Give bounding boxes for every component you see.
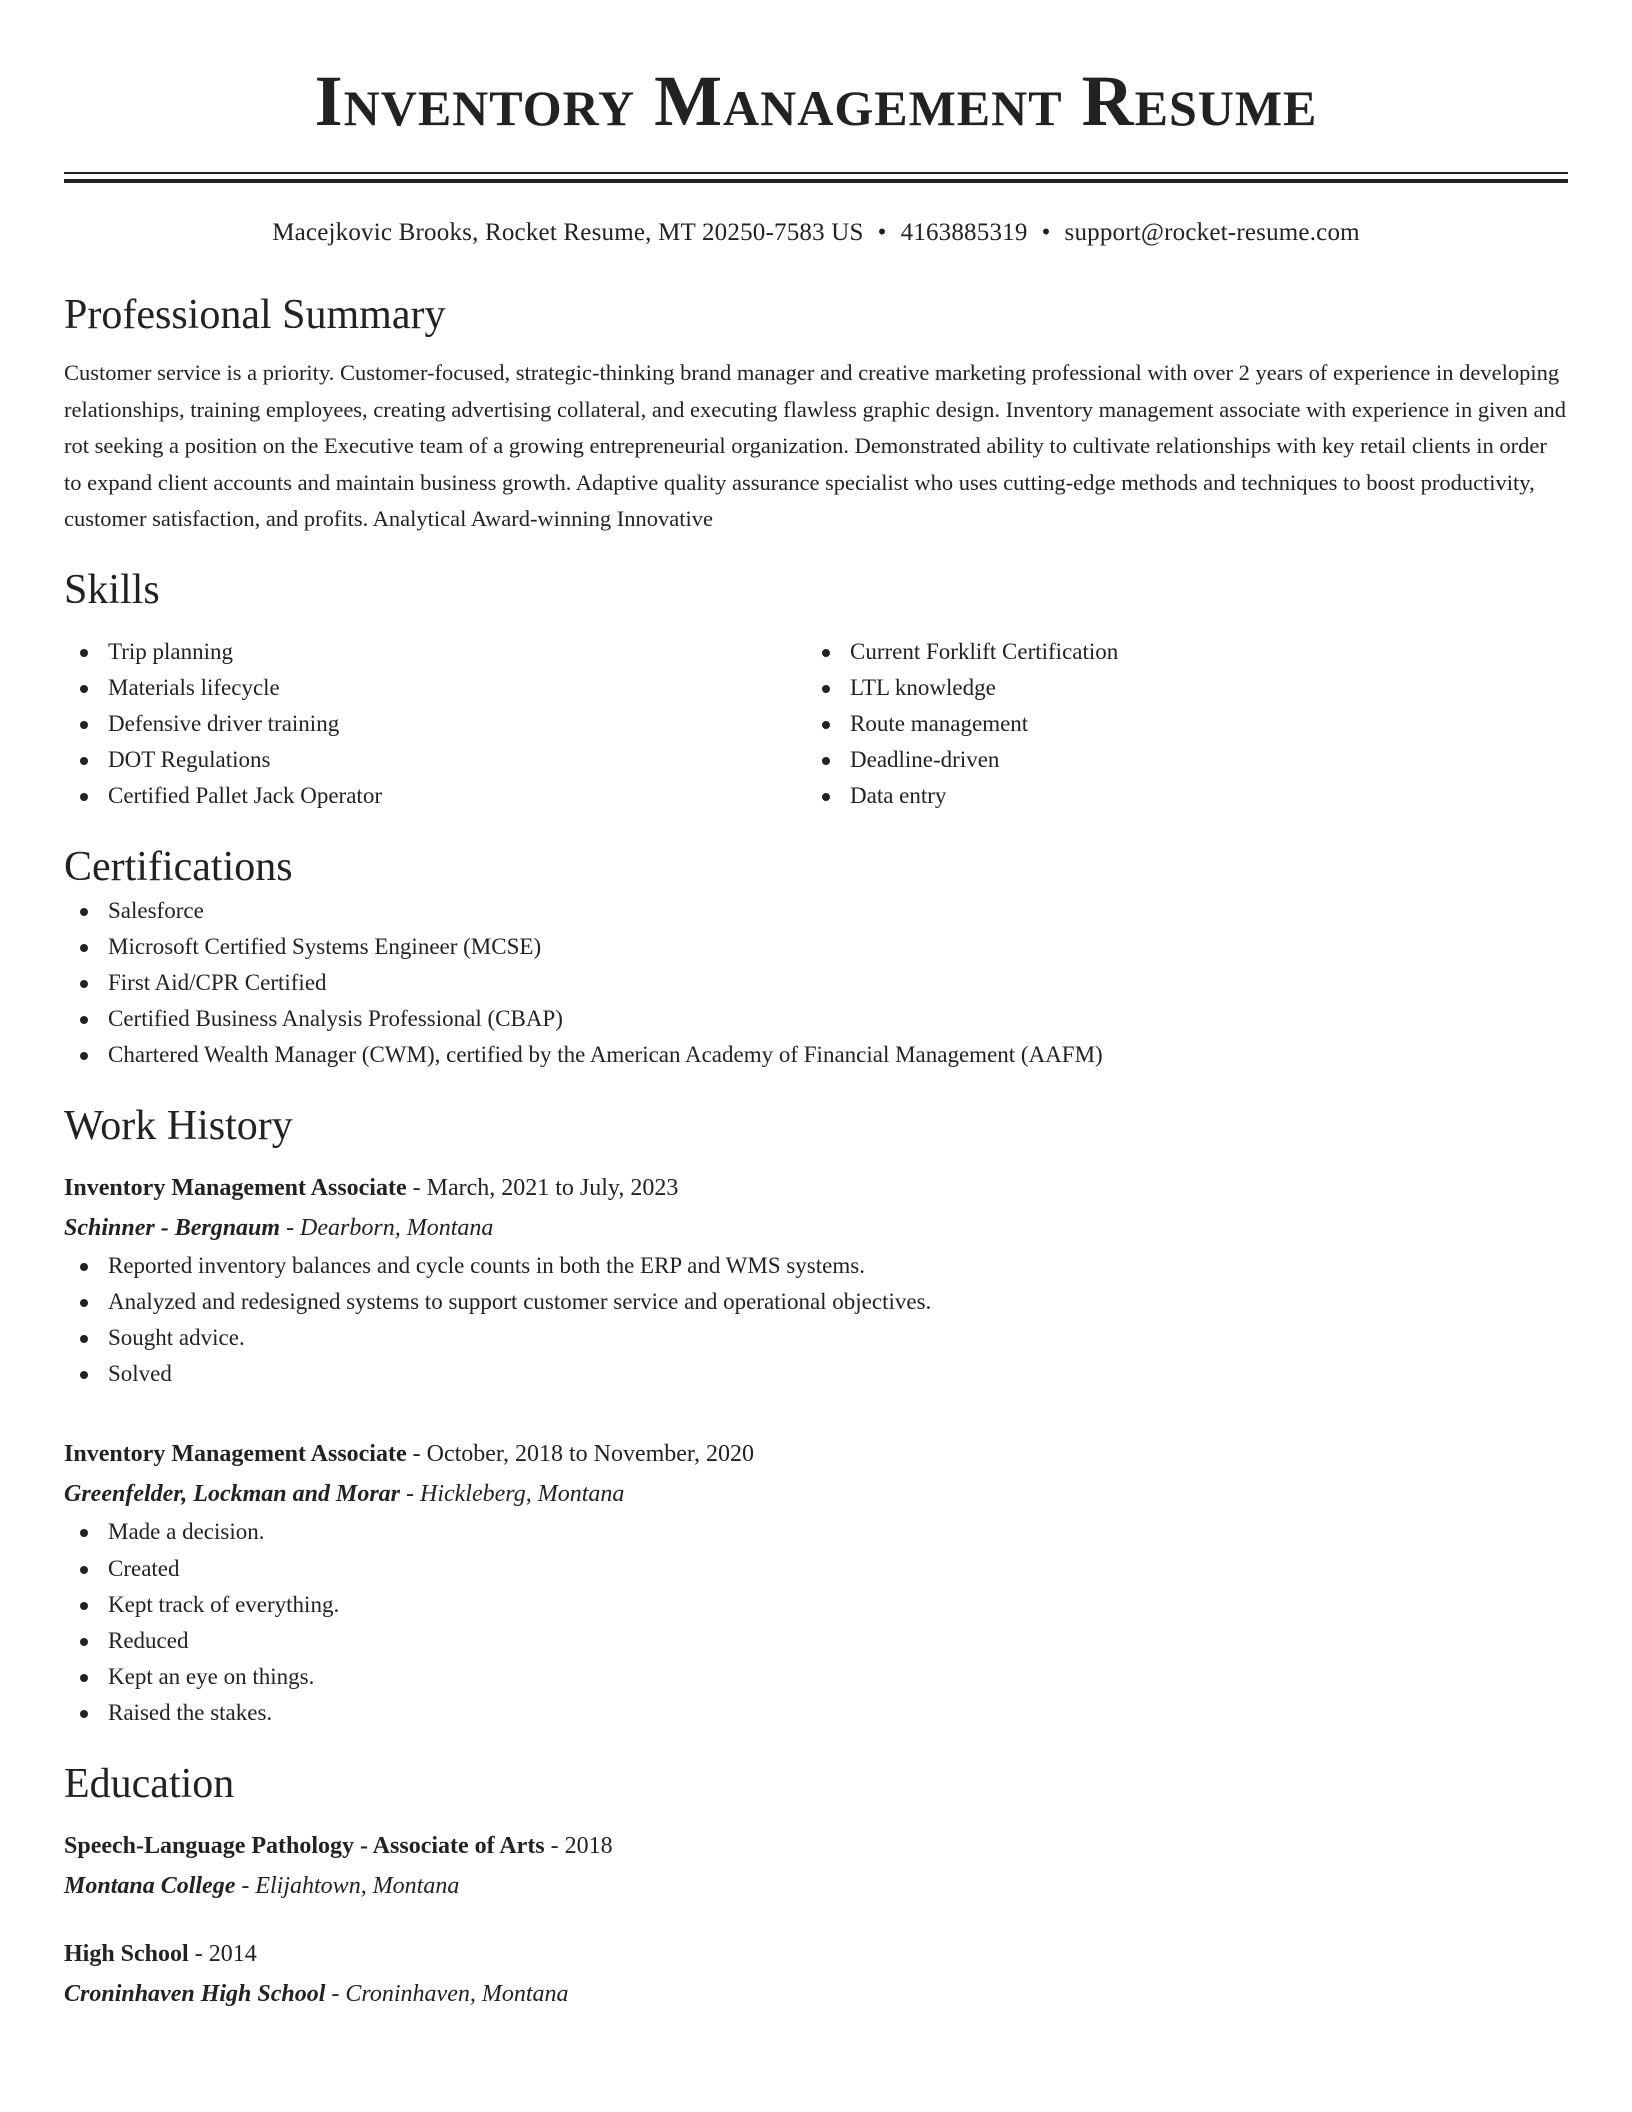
bullet-icon [80, 1016, 88, 1024]
bullet-icon [80, 1529, 88, 1537]
duty-item: Analyzed and redesigned systems to support customer service and operational objectives. [64, 1284, 1568, 1320]
title-divider-thin [64, 172, 1568, 174]
school-name: Montana College [64, 1872, 236, 1899]
bullet-icon [80, 980, 88, 988]
contact-phone: 4163885319 [900, 219, 1028, 246]
bullet-icon [80, 1299, 88, 1307]
skills-list-right [806, 634, 1548, 815]
job-company: Schinner - Bergnaum [64, 1214, 281, 1241]
bullet-icon [80, 685, 88, 693]
school-location: - Croninhaven, Montana [325, 1980, 569, 2007]
duty-item: Made a decision. [64, 1514, 1568, 1550]
job-duties-list [64, 1248, 1568, 1393]
certifications-list [64, 893, 1568, 1074]
certifications-heading: Certifications [64, 843, 293, 890]
certification-item: Certified Business Analysis Professional (CBAP) [64, 1001, 1568, 1037]
bullet-icon [80, 757, 88, 765]
job-title: Inventory Management Associate [64, 1441, 407, 1468]
skill-item: LTL knowledge [806, 670, 1548, 706]
degree: Speech-Language Pathology - Associate of Arts [64, 1832, 545, 1859]
education-section [64, 1758, 1568, 2014]
bullet-icon [80, 1263, 88, 1271]
certification-item: First Aid/CPR Certified [64, 965, 1568, 1001]
education-entry [64, 1934, 1568, 2014]
bullet-icon [822, 721, 830, 729]
skill-item: Data entry [806, 778, 1548, 814]
degree-line [64, 1826, 1568, 1866]
skill-item: Deadline-driven [806, 742, 1548, 778]
job-dates: - October, 2018 to November, 2020 [406, 1441, 754, 1468]
duty-item: Solved [64, 1356, 1568, 1392]
work-history-heading: Work History [64, 1102, 293, 1149]
bullet-icon [80, 721, 88, 729]
skill-item: Materials lifecycle [64, 670, 806, 706]
job-company-line [64, 1474, 1568, 1514]
summary-heading: Professional Summary [64, 292, 446, 338]
job-entry [64, 1168, 1568, 1393]
education-heading: Education [64, 1760, 235, 1807]
skill-item: DOT Regulations [64, 742, 806, 778]
work-history-section [64, 1100, 1568, 1732]
school-line [64, 1866, 1568, 1906]
summary-text: Customer service is a priority. Customer-focused, strategic-thinking brand manager and creative marketing professional with over 2 years of experience in developing relationships, training employees, creating advertising collateral, and executing flawless graphic design. Inventory management associate with experience in given and rot seeking a position on the Executive team of a growing entrepreneurial organization. Demonstrated ability to cultivate relationships with key retail clients in order to expand client accounts and maintain business growth. Adaptive quality assurance specialist who uses cutting-edge methods and techniques to boost productivity, customer satisfaction, and profits. Analytical Award-winning Innovative [64, 360, 1566, 531]
job-duties-list [64, 1514, 1568, 1731]
contact-email: support@rocket-resume.com [1064, 219, 1360, 246]
contact-separator: • [877, 219, 887, 246]
duty-item: Created [64, 1551, 1568, 1587]
job-location: - Dearborn, Montana [280, 1214, 494, 1241]
skill-item: Trip planning [64, 634, 806, 670]
graduation-year: - 2014 [188, 1940, 257, 1967]
skills-heading: Skills [64, 566, 160, 613]
job-title: Inventory Management Associate [64, 1174, 407, 1201]
bullet-icon [80, 1052, 88, 1060]
degree: High School [64, 1940, 189, 1967]
certifications-section [64, 841, 1568, 1074]
school-line [64, 1974, 1568, 2014]
summary-section [64, 289, 1568, 538]
job-entry [64, 1434, 1568, 1731]
bullet-icon [80, 1638, 88, 1646]
skills-section [64, 564, 1568, 815]
duty-item: Kept track of everything. [64, 1587, 1568, 1623]
bullet-icon [822, 793, 830, 801]
duty-item: Reported inventory balances and cycle counts in both the ERP and WMS systems. [64, 1248, 1568, 1284]
bullet-icon [80, 1674, 88, 1682]
title-divider-thick [64, 179, 1568, 183]
job-title-line [64, 1168, 1568, 1208]
duty-item: Sought advice. [64, 1320, 1568, 1356]
duty-item: Reduced [64, 1623, 1568, 1659]
job-location: - Hickleberg, Montana [400, 1481, 625, 1508]
bullet-icon [80, 1566, 88, 1574]
job-company: Greenfelder, Lockman and Morar [64, 1481, 400, 1508]
bullet-icon [822, 757, 830, 765]
school-name: Croninhaven High School [64, 1980, 326, 2007]
bullet-icon [80, 1710, 88, 1718]
bullet-icon [80, 649, 88, 657]
duty-item: Raised the stakes. [64, 1695, 1568, 1731]
certification-item: Salesforce [64, 893, 1568, 929]
graduation-year: - 2018 [544, 1832, 613, 1859]
bullet-icon [80, 1371, 88, 1379]
bullet-icon [80, 793, 88, 801]
job-title-line [64, 1434, 1568, 1474]
job-dates: - March, 2021 to July, 2023 [406, 1174, 679, 1201]
resume-title: Inventory Management Resume [314, 61, 1318, 141]
certification-item: Chartered Wealth Manager (CWM), certified by the American Academy of Financial Management (AAFM) [64, 1037, 1568, 1073]
job-company-line [64, 1208, 1568, 1248]
skill-item: Certified Pallet Jack Operator [64, 778, 806, 814]
bullet-icon [822, 649, 830, 657]
skill-item: Defensive driver training [64, 706, 806, 742]
contact-address: Macejkovic Brooks, Rocket Resume, MT 20250-7583 US [272, 219, 864, 246]
school-location: - Elijahtown, Montana [235, 1872, 460, 1899]
skill-item: Route management [806, 706, 1548, 742]
contact-separator: • [1041, 219, 1051, 246]
bullet-icon [80, 1335, 88, 1343]
bullet-icon [822, 685, 830, 693]
contact-line [64, 217, 1568, 249]
bullet-icon [80, 944, 88, 952]
bullet-icon [80, 908, 88, 916]
bullet-icon [80, 1602, 88, 1610]
degree-line [64, 1934, 1568, 1974]
skills-list-left [64, 634, 806, 815]
education-entry [64, 1826, 1568, 1906]
skill-item: Current Forklift Certification [806, 634, 1548, 670]
duty-item: Kept an eye on things. [64, 1659, 1568, 1695]
certification-item: Microsoft Certified Systems Engineer (MCSE) [64, 929, 1568, 965]
